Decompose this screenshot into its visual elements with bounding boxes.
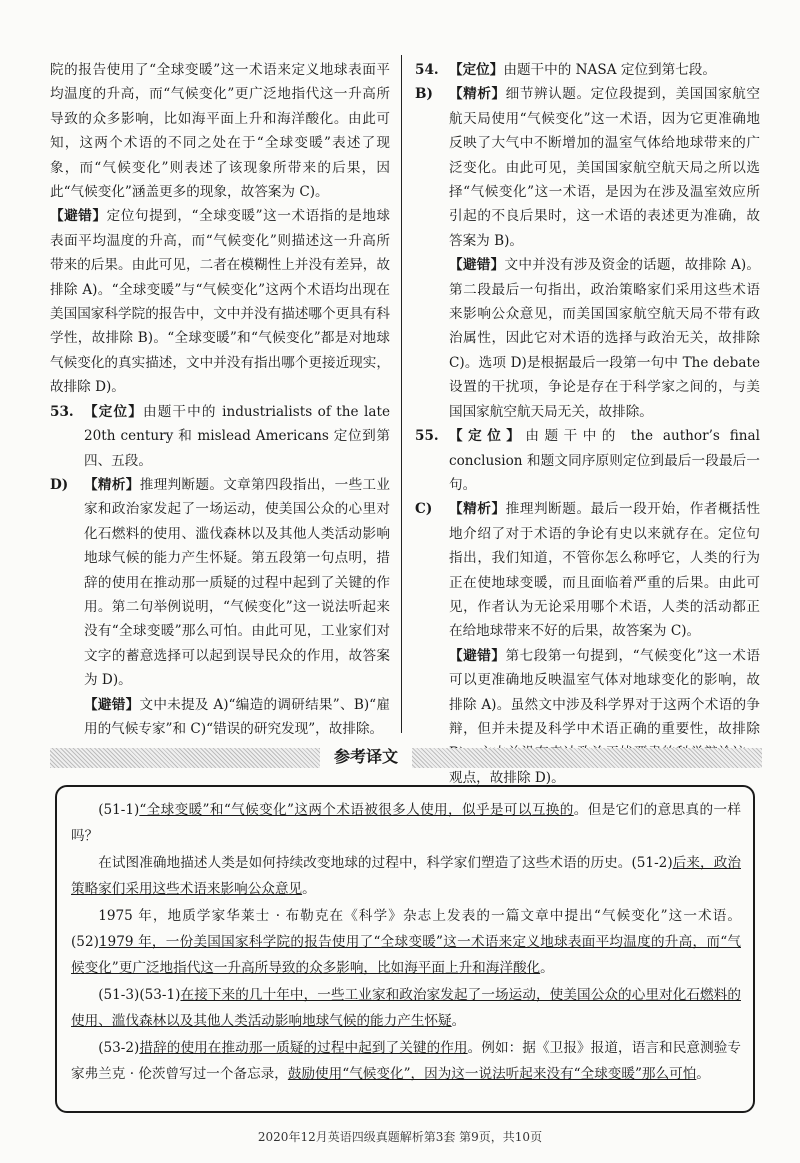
sentence-end: 。 — [302, 881, 316, 898]
locate-tag: 【定位】 — [84, 403, 143, 420]
translation-paragraph — [71, 982, 741, 1035]
translation-paragraph — [71, 797, 741, 850]
sentence-ref: (51-3)(53-1) — [98, 986, 181, 1003]
avoid-error-body: 文中并没有涉及资金的话题，故排除 A)。第二段最后一句指出，政治策略家们采用这些术语来影响公众意见，而美国国家航空航天局不带有政治属性，因此它对术语的选择与政治无关，故排除 C)。选项 D)是根据最后一段第一句中 The debate 设置的干扰项，争论是存在于科学家之间的，与美国国家航空航天局无关，故排除。 — [449, 257, 760, 420]
sentence-text: 在试图准确地描述人类是如何持续改变地球的过程中，科学家们塑造了这些术语的历史。(51-2) — [98, 854, 673, 871]
answer-letter: B) — [415, 86, 433, 103]
analysis-text — [84, 473, 390, 693]
avoid-error-text — [449, 644, 760, 790]
analysis-text — [449, 82, 760, 253]
locate-tag: 【定位】 — [449, 428, 526, 445]
locate-body: 由题干中的 the author’s final conclusion 和题文同序原则定位到最后一段最后一句。 — [449, 428, 760, 493]
locate-text — [449, 58, 760, 82]
analysis-tag: 【精析】 — [449, 501, 506, 518]
locate-body: 由题干中的 industrialists of the late 20th century 和 mislead Americans 定位到第四、五段。 — [84, 403, 390, 469]
answer-letter: C) — [415, 501, 433, 518]
sentence-text: 。例如：据《卫报》报道，语言和民意测验专家弗兰克 · 伦茨曾写过一个备忘录， — [71, 1039, 742, 1083]
underlined-sentence: 在接下来的几十年中，一些工业家和政治家发起了一场运动，使美国公众的心里对化石燃料的使用、滥伐森林以及其他人类活动影响地球气候的能力产生怀疑 — [71, 986, 741, 1030]
left-column — [50, 58, 390, 741]
page-footer: 2020年12月英语四级真题解析第3套 第9页，共10页 — [257, 1130, 543, 1144]
locate-text — [84, 400, 390, 473]
sentence-end: 。 — [540, 960, 554, 977]
locate-text — [449, 424, 760, 497]
question-number: 54. — [415, 62, 439, 78]
underlined-sentence: 1979 年，一份美国国家科学院的报告使用了“全球变暖”这一术语来定义地球表面平均温度的升高，而“气候变化”更广泛地指代这一升高所导致的众多影响，比如海平面上升和海洋酸化 — [71, 934, 741, 977]
right-column — [415, 58, 760, 790]
analysis-body: 细节辨认题。定位段提到，美国国家航空航天局使用“气候变化”这一术语，因为它更准确地反映了大气中不断增加的温室气体给地球带来的广泛变化。由此可见，美国国家航空航天局之所以选择“气候变化”这一术语，是因为在涉及温室效应所引起的不良后果时，这一术语的表述更为准确，故答案为 B)。 — [449, 86, 761, 249]
analysis-text — [449, 497, 760, 643]
underlined-sentence: 鼓励使用“气候变化”，因为这一说法听起来没有“全球变暖”那么可怕 — [287, 1066, 697, 1083]
q54-analysis — [415, 82, 760, 424]
avoid-error-tag: 【避错】 — [50, 208, 107, 225]
analysis-tag: 【精析】 — [84, 476, 140, 493]
q52-avoid-errors — [50, 204, 390, 399]
avoid-error-tag: 【避错】 — [449, 257, 505, 274]
question-number: 53. — [50, 403, 74, 420]
avoid-error-tag: 【避错】 — [84, 696, 140, 713]
q53-analysis — [50, 473, 390, 741]
sentence-end: 。 — [696, 1066, 710, 1083]
translation-paragraph — [71, 1035, 741, 1088]
avoid-error-text — [449, 253, 760, 424]
q52-analysis-continued: 院的报告使用了“全球变暖”这一术语来定义地球表面平均温度的升高，而“气候变化”更广泛地指代这一升高所导致的众多影响，比如海平面上升和海洋酸化。由此可知，这两个术语的不同之处在于“全球变暖”表述了现象，而“气候变化”则表述了该现象所带来的后果，因此“气候变化”涵盖更多的现象，故答案为 C)。 — [50, 62, 390, 201]
avoid-error-text: 定位句提到，“全球变暖”这一术语指的是地球表面平均温度的升高，而“气候变化”则描述这一升高所带来的后果。由此可见，二者在模糊性上并没有差异，故排除 A)。“全球变暖”与“气候变化”这两个术语均出现在美国国家科学院的报告中，文中并没有描述哪个更具有科学性，故排除 B)。“全球变暖”和“气候变化”都是对地球气候变化的真实描述，文中并没有指出哪个更接近现实，故排除 D)。 — [50, 208, 391, 396]
underlined-sentence: 后来，政治策略家们采用这些术语来影响公众意见 — [71, 854, 741, 898]
sentence-text: 1975 年，地质学家华莱士 · 布勒克在《科学》杂志上发表的一篇文章中提出“气候变化”这一术语。(52) — [71, 907, 741, 951]
translation-paragraph — [71, 903, 741, 982]
avoid-error-tag: 【避错】 — [449, 647, 506, 664]
q55-locate — [415, 424, 760, 497]
analysis-tag: 【精析】 — [449, 86, 506, 103]
avoid-error-body: 文中未提及 A)“编造的调研结果”、B)“雇用的气候专家”和 C)“错误的研究发现”，故排除。 — [84, 696, 390, 737]
answer-letter: D) — [50, 476, 69, 493]
locate-tag: 【定位】 — [449, 62, 504, 78]
translation-paragraph — [71, 850, 741, 903]
sentence-text: 。但是它们的意思真的一样吗？ — [71, 802, 742, 845]
avoid-error-text — [84, 693, 390, 742]
q55-analysis — [415, 497, 760, 790]
q53-locate — [50, 400, 390, 473]
analysis-body: 推理判断题。文章第四段指出，一些工业家和政治家发起了一场运动，使美国公众的心里对化石燃料的使用、滥伐森林以及其他人类活动影响地球气候的能力产生怀疑。第五段第一句点明，措辞的使用在推动那一质疑的过程中起到了关键的作用。第二句举例说明，“气候变化”这一说法听起来没有“全球变暖”那么可怕。由此可见，工业家们对文字的蓄意选择可以起到误导民众的作用，故答案为 D)。 — [84, 476, 391, 689]
underlined-sentence: “全球变暖”和“气候变化”这两个术语被很多人使用，似乎是可以互换的 — [139, 802, 574, 818]
underlined-sentence: 措辞的使用在推动那一质疑的过程中起到了关键的作用 — [139, 1039, 468, 1056]
column-divider — [401, 55, 402, 733]
question-number: 55. — [415, 428, 439, 445]
sentence-ref: (53-2) — [98, 1039, 140, 1056]
avoid-error-body: 第七段第一句提到，“气候变化”这一术语可以更准确地反映温室气体对地球变化的影响，故排除 A)。虽然文中涉及科学界对于这两个术语的争辩，但并未提及科学中术语正确的重要性，故排除 观点，故排除 D)。 — [449, 647, 761, 786]
q54-locate — [415, 58, 760, 82]
translation-box — [55, 785, 755, 1113]
sentence-ref: (51-1) — [98, 802, 140, 818]
sentence-end: 。 — [451, 1013, 466, 1030]
locate-body: 由题干中的 NASA 定位到第七段。 — [503, 62, 716, 78]
analysis-body: 推理判断题。最后一段开始，作者概括性地介绍了对于术语的争论有史以来就存在。定位句指出，我们知道，不管你怎么称呼它，人类的行为正在使地球变暖，而且面临着严重的后果。由此可见，作者认为无论采用哪个术语，人类的活动都正在给地球带来不好的后果，故答案为 C)。 — [449, 501, 761, 640]
section-title: 参考译文 — [320, 744, 412, 770]
